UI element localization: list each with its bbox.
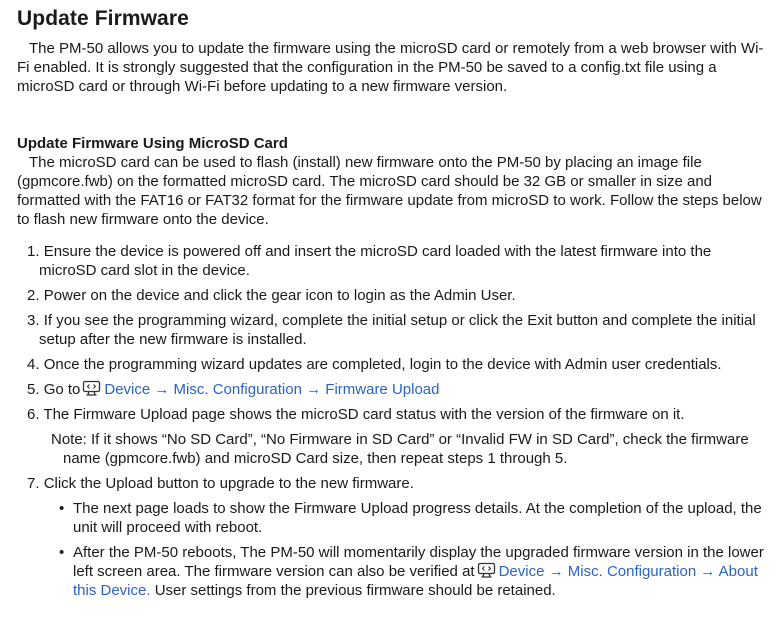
step-text: Once the programming wizard updates are completed, login to the device with Admin user credentials. xyxy=(43,356,722,373)
bullet-item-reboot xyxy=(59,543,767,600)
step-3 xyxy=(27,311,767,349)
step-text: Power on the device and click the gear icon to login as the Admin User. xyxy=(43,287,516,304)
step-number: 3. xyxy=(27,312,40,329)
firmware-upload-link[interactable]: Device → Misc. Configuration → Firmware Upload xyxy=(104,381,440,398)
step-number: 4. xyxy=(27,356,40,373)
note-text: Note: If it shows “No SD Card”, “No Firmware in SD Card” or “Invalid FW in SD Card”, check the firmware name (gpmcore.fwb) and microSD Card size, then repeat steps 1 through 5. xyxy=(51,431,749,467)
step-text: Click the Upload button to upgrade to the new firmware. xyxy=(43,475,414,492)
page-title: Update Firmware xyxy=(17,7,189,30)
bullet-item-upload-progress: • The next page loads to show the Firmware Upload progress details. At the completion of the upload, the unit will proceed with reboot. xyxy=(59,499,767,537)
step-1 xyxy=(27,242,767,280)
step-5 xyxy=(27,380,767,399)
step-6 xyxy=(27,405,767,424)
steps-list xyxy=(27,242,767,606)
step-2 xyxy=(27,286,767,305)
step-text: Ensure the device is powered off and insert the microSD card loaded with the latest firmware into the microSD card slot in the device. xyxy=(39,243,712,279)
step-number: 1. xyxy=(27,243,40,260)
bullet-text: After the PM-50 reboots, The PM-50 will momentarily display the upgraded firmware version in the lower left screen area. The firmware version can also be verified at xyxy=(73,544,764,580)
intro-paragraph: The PM-50 allows you to update the firmware using the microSD card or remotely from a web browser with Wi-Fi enabled. It is strongly suggested that the configuration in the PM-50 be saved to a config.txt file using a microSD card or through Wi-Fi before updating to a new firmware version. xyxy=(17,40,764,95)
bullet-list xyxy=(39,499,767,600)
step-number: 6. xyxy=(27,406,40,423)
step-4 xyxy=(27,355,767,374)
section-heading: Update Firmware Using MicroSD Card xyxy=(17,135,288,152)
section-paragraph: The microSD card can be used to flash (install) new firmware onto the PM-50 by placing an image file (gpmcore.fwb) on the formatted microSD card. The microSD card should be 32 GB or smaller in size and formatted with the FAT16 or FAT32 format for the firmware update from microSD to work. Follow the steps below to flash new firmware onto the device. xyxy=(17,154,762,228)
step-text: The Firmware Upload page shows the microSD card status with the version of the firmware on it. xyxy=(43,406,685,423)
device-icon xyxy=(82,380,101,397)
step-number: 7. xyxy=(27,475,40,492)
step-7 xyxy=(27,474,767,600)
step-number: 5. xyxy=(27,381,40,398)
step-text: If you see the programming wizard, complete the initial setup or click the Exit button and complete the initial setup after the new firmware is installed. xyxy=(39,312,756,348)
step-number: 2. xyxy=(27,287,40,304)
bullet-tail-text: User settings from the previous firmware should be retained. xyxy=(154,582,556,599)
step-text: Go to xyxy=(43,381,81,398)
device-icon xyxy=(477,562,496,579)
about-device-link[interactable]: Device → Misc. Configuration → About this Device. xyxy=(73,563,758,599)
